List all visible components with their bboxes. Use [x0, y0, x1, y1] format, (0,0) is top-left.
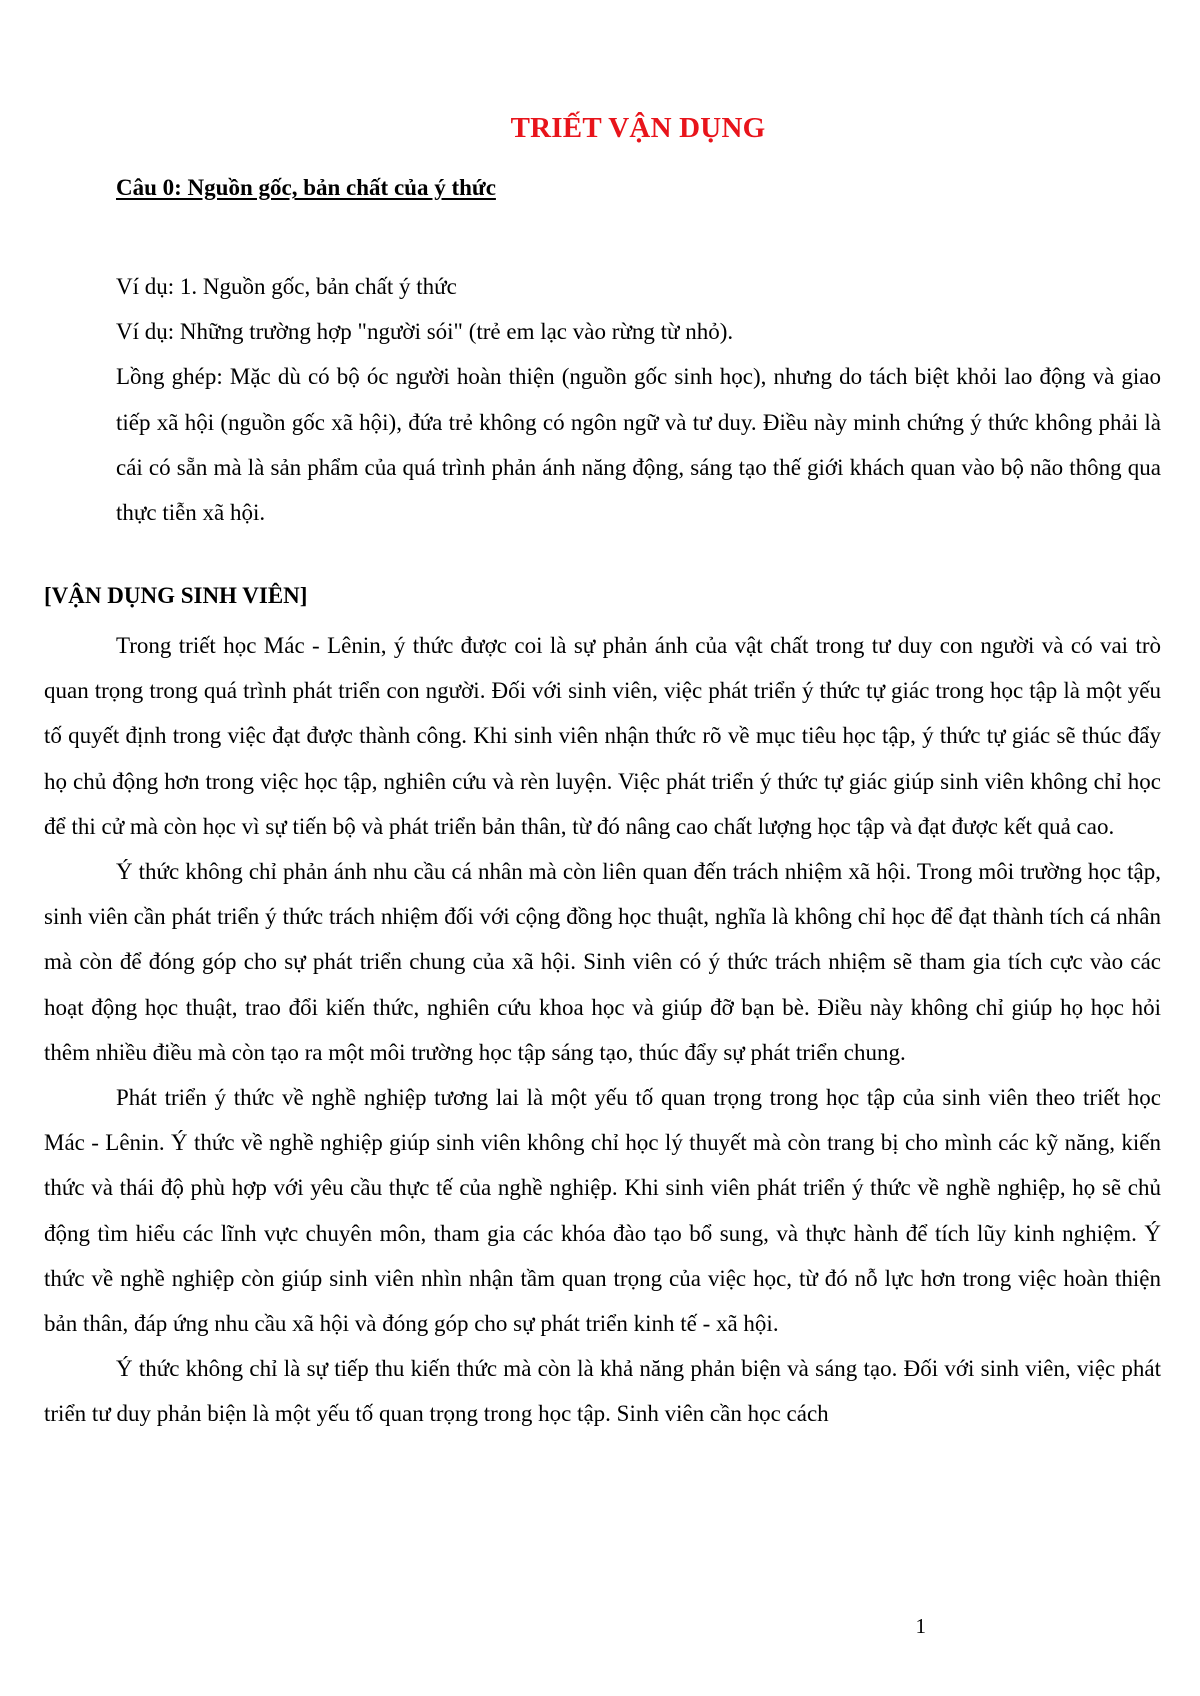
- document-title: TRIẾT VẬN DỤNG: [510, 112, 766, 144]
- example-line-2: Ví dụ: Những trường hợp "người sói" (trẻ em lạc vào rừng từ nhỏ).: [116, 319, 734, 345]
- example-paragraph: Lồng ghép: Mặc dù có bộ óc người hoàn thiện (nguồn gốc sinh học), nhưng do tách biệt khỏi lao động và giao tiếp xã hội (nguồn gốc xã hội), đứa trẻ không có ngôn ngữ và tư duy. Điều này minh chứng ý thức không phải là cái có sẵn mà là sản phẩm của quá trình phản ánh năng động, sáng tạo thế giới khách quan vào bộ não thông qua thực tiễn xã hội.: [116, 364, 1161, 526]
- example-section: [116, 264, 1161, 535]
- question-heading: Câu 0: Nguồn gốc, bản chất của ý thức: [116, 175, 496, 200]
- student-application-section: [44, 623, 1161, 1437]
- example-line-1: Ví dụ: 1. Nguồn gốc, bản chất ý thức: [116, 274, 457, 299]
- section-heading: [VẬN DỤNG SINH VIÊN]: [44, 583, 308, 608]
- body-paragraph-4: Ý thức không chỉ là sự tiếp thu kiến thức mà còn là khả năng phản biện và sáng tạo. Đối với sinh viên, việc phát triển tư duy phản biện là một yếu tố quan trọng trong học tập. Sinh viên cần học cách: [44, 1356, 1161, 1427]
- body-paragraph-1: Trong triết học Mác - Lênin, ý thức được coi là sự phản ánh của vật chất trong tư duy con người và có vai trò quan trọng trong quá trình phát triển con người. Đối với sinh viên, việc phát triển ý thức tự giác trong học tập là một yếu tố quyết định trong việc đạt được thành công. Khi sinh viên nhận thức rõ về mục tiêu học tập, ý thức tự giác sẽ thúc đẩy họ chủ động hơn trong việc học tập, nghiên cứu và rèn luyện. Việc phát triển ý thức tự giác giúp sinh viên không chỉ học để thi cử mà còn học vì sự tiến bộ và phát triển bản thân, từ đó nâng cao chất lượng học tập và đạt được kết quả cao.: [44, 633, 1161, 839]
- body-paragraph-2: Ý thức không chỉ phản ánh nhu cầu cá nhân mà còn liên quan đến trách nhiệm xã hội. Trong môi trường học tập, sinh viên cần phát triển ý thức trách nhiệm đối với cộng đồng học thuật, nghĩa là không chỉ học để đạt thành tích cá nhân mà còn để đóng góp cho sự phát triển chung của xã hội. Sinh viên có ý thức trách nhiệm sẽ tham gia tích cực vào các hoạt động học thuật, trao đổi kiến thức, nghiên cứu khoa học và giúp đỡ bạn bè. Điều này không chỉ giúp họ học hỏi thêm nhiều điều mà còn tạo ra một môi trường học tập sáng tạo, thúc đẩy sự phát triển chung.: [44, 859, 1161, 1065]
- body-paragraph-3: Phát triển ý thức về nghề nghiệp tương lai là một yếu tố quan trọng trong học tập của sinh viên theo triết học Mác - Lênin. Ý thức về nghề nghiệp giúp sinh viên không chỉ học lý thuyết mà còn trang bị cho mình các kỹ năng, kiến thức và thái độ phù hợp với yêu cầu thực tế của nghề nghiệp. Khi sinh viên phát triển ý thức về nghề nghiệp, họ sẽ chủ động tìm hiểu các lĩnh vực chuyên môn, tham gia các khóa đào tạo bổ sung, và thực hành để tích lũy kinh nghiệm. Ý thức về nghề nghiệp còn giúp sinh viên nhìn nhận tầm quan trọng của việc học, từ đó nỗ lực hơn trong việc hoàn thiện bản thân, đáp ứng nhu cầu xã hội và đóng góp cho sự phát triển kinh tế - xã hội.: [44, 1085, 1161, 1337]
- page-number: 1: [915, 1614, 926, 1638]
